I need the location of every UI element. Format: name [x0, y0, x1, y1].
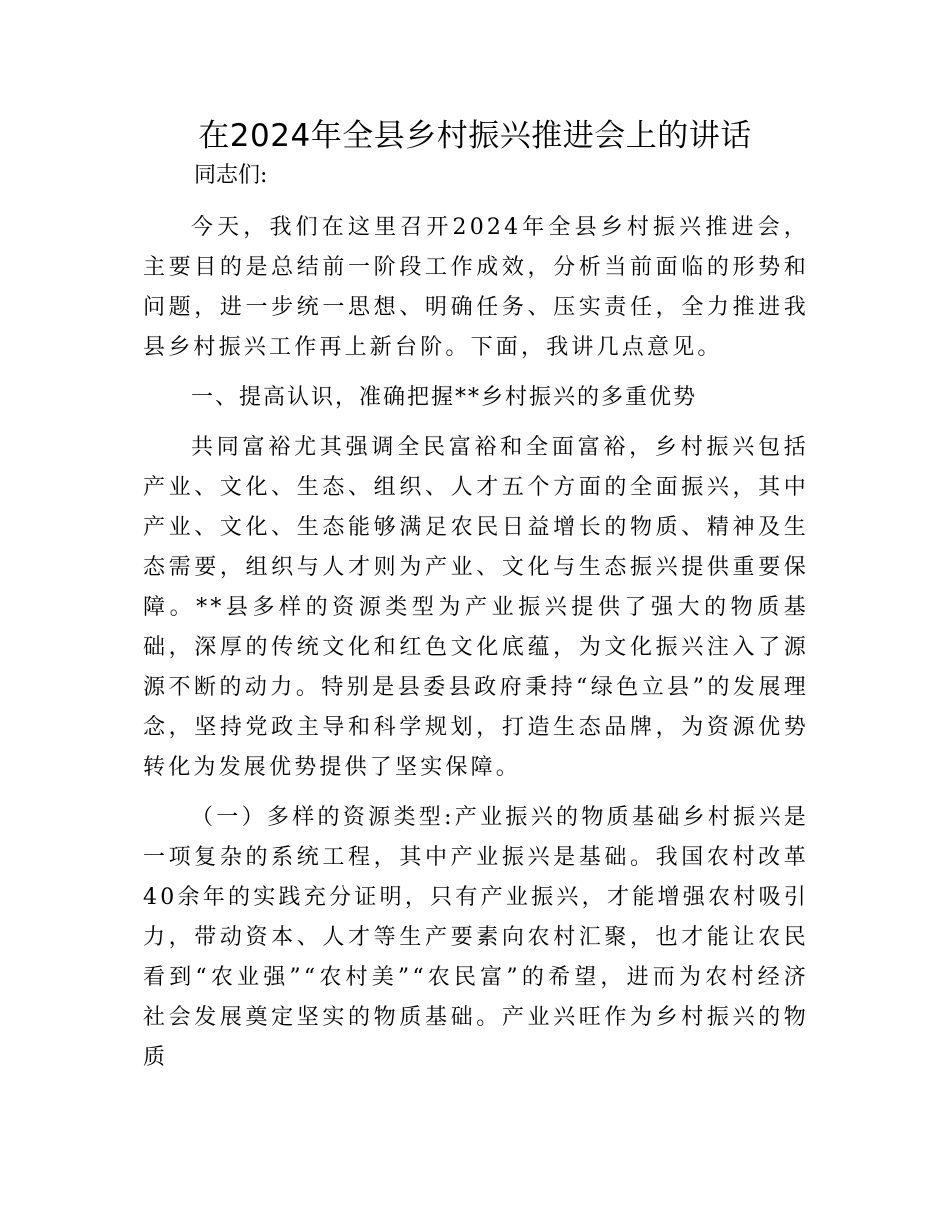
document-body — [143, 156, 809, 1078]
intro-paragraph: 今天，我们在这里召开2024年全县乡村振兴推进会，主要目的是总结前一阶段工作成效，分析当前面临的形势和问题，进一步统一思想、明确任务、压实责任，全力推进我县乡村振兴工作再上新台阶。下面，我讲几点意见。 — [143, 215, 809, 360]
section-1-paragraph: 共同富裕尤其强调全民富裕和全面富裕，乡村振兴包括产业、文化、生态、组织、人才五个方面的全面振兴，其中产业、文化、生态能够满足农民日益增长的物质、精神及生态需要，组织与人才则为产业、文化与生态振兴提供重要保障。**县多样的资源类型为产业振兴提供了强大的物质基础，深厚的传统文化和红色文化底蕴，为文化振兴注入了源源不断的动力。特别是县委县政府秉持“绿色立县”的发展理念，坚持党政主导和科学规划，打造生态品牌，为资源优势转化为发展优势提供了坚实保障。 — [143, 435, 809, 780]
document-title: 在2024年全县乡村振兴推进会上的讲话 — [198, 118, 752, 154]
subsection-1-paragraph: （一）多样的资源类型:产业振兴的物质基础乡村振兴是一项复杂的系统工程，其中产业振兴是基础。我国农村改革40余年的实践充分证明，只有产业振兴，才能增强农村吸引力，带动资本、人才等生产要素向农村汇聚，也才能让农民看到“农业强”“农村美”“农民富”的希望，进而为农村经济社会发展奠定坚实的物质基础。产业兴旺作为乡村振兴的物质 — [143, 805, 809, 1070]
section-heading-1: 一、提高认识，准确把握**乡村振兴的多重优势 — [191, 385, 698, 410]
greeting: 同志们: — [194, 163, 268, 188]
